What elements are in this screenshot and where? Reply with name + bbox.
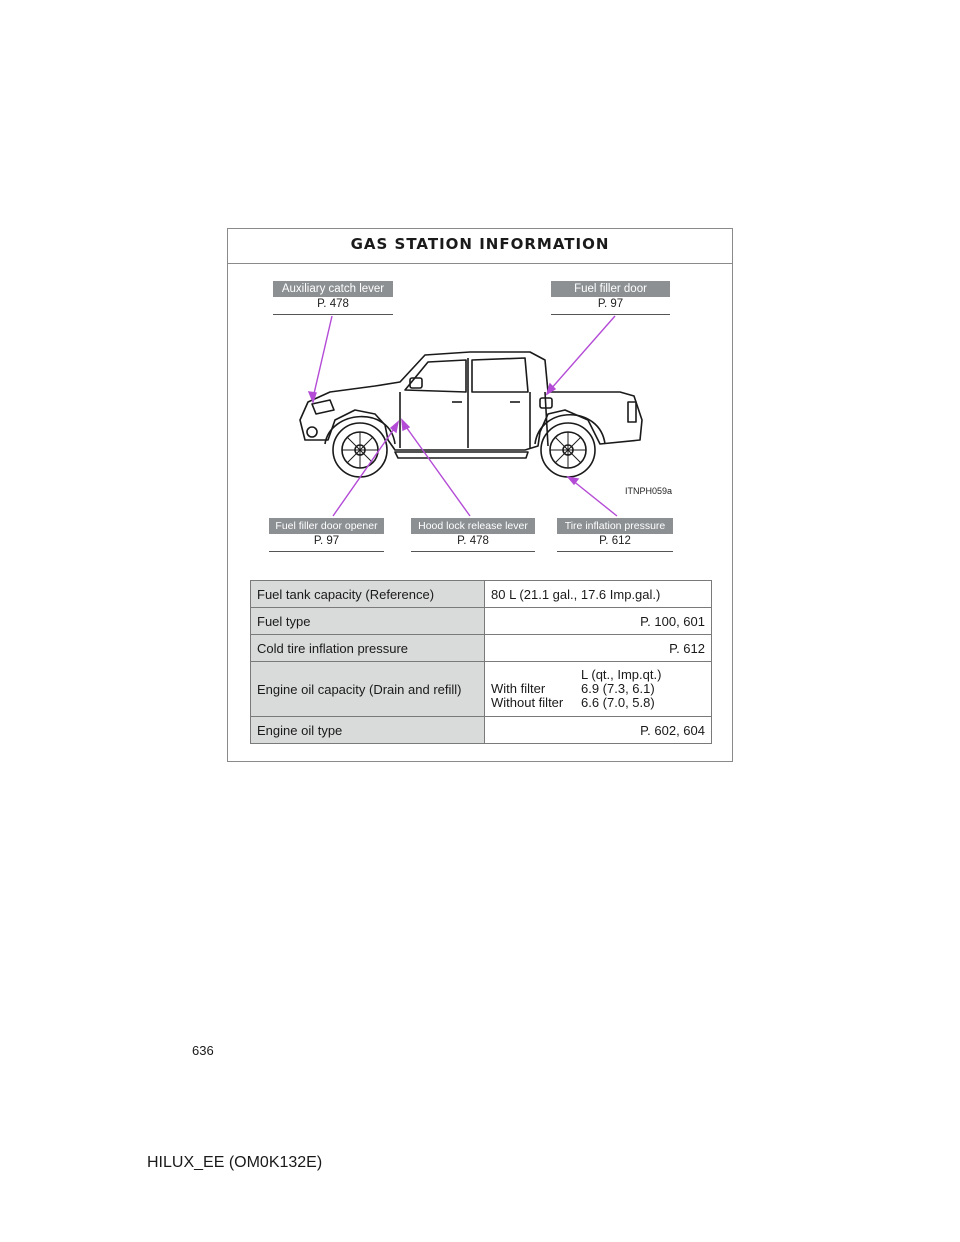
table-row — [251, 581, 712, 608]
callout-label: Hood lock release lever — [411, 518, 535, 534]
table-row — [251, 717, 712, 744]
with-filter-value: 6.9 (7.3, 6.1) — [581, 681, 655, 696]
spec-label: Fuel type — [251, 608, 485, 635]
without-filter-label: Without filter — [491, 695, 564, 710]
callout-label: Tire inflation pressure — [557, 518, 673, 534]
spec-label: Engine oil capacity (Drain and refill) — [251, 662, 485, 717]
callout-label: Auxiliary catch lever — [273, 281, 393, 297]
callout-auxiliary-catch-lever — [273, 281, 393, 315]
callout-hood-lock-release-lever — [411, 518, 535, 552]
callout-rule — [269, 551, 384, 552]
leader-lines — [309, 316, 617, 516]
table-row — [251, 608, 712, 635]
callout-tire-inflation-pressure — [557, 518, 673, 552]
callout-ref: P. 612 — [599, 535, 631, 547]
callout-ref: P. 478 — [457, 535, 489, 547]
spec-label: Engine oil type — [251, 717, 485, 744]
callout-ref: P. 97 — [597, 298, 624, 310]
page-number: 636 — [192, 1043, 214, 1058]
oil-unit: L (qt., Imp.qt.) — [581, 667, 662, 682]
spec-value: P. 612 — [485, 635, 712, 662]
callout-label: Fuel filler door opener — [269, 518, 384, 534]
panel-title: GAS STATION INFORMATION — [228, 229, 732, 264]
callout-rule — [551, 314, 670, 315]
callout-rule — [557, 551, 673, 552]
truck-illustration — [300, 352, 642, 477]
spec-value: P. 100, 601 — [485, 608, 712, 635]
with-filter-label: With filter — [491, 681, 546, 696]
without-filter-value: 6.6 (7.0, 5.8) — [581, 695, 655, 710]
callout-rule — [273, 314, 393, 315]
figure-code: ITNPH059a — [625, 486, 673, 496]
callout-fuel-filler-door-opener — [269, 518, 384, 552]
spec-label: Cold tire inflation pressure — [251, 635, 485, 662]
spec-value: 80 L (21.1 gal., 17.6 Imp.gal.) — [485, 581, 712, 608]
spec-table — [250, 580, 712, 744]
table-row — [251, 635, 712, 662]
callout-rule — [411, 551, 535, 552]
callout-fuel-filler-door — [551, 281, 670, 315]
callout-ref: P. 478 — [317, 298, 349, 310]
spec-value-oil — [485, 662, 712, 717]
callout-label: Fuel filler door — [551, 281, 670, 297]
spec-label: Fuel tank capacity (Reference) — [251, 581, 485, 608]
callout-ref: P. 97 — [313, 535, 340, 547]
footer-code: HILUX_EE (OM0K132E) — [147, 1154, 323, 1171]
spec-value: P. 602, 604 — [485, 717, 712, 744]
table-row — [251, 662, 712, 717]
